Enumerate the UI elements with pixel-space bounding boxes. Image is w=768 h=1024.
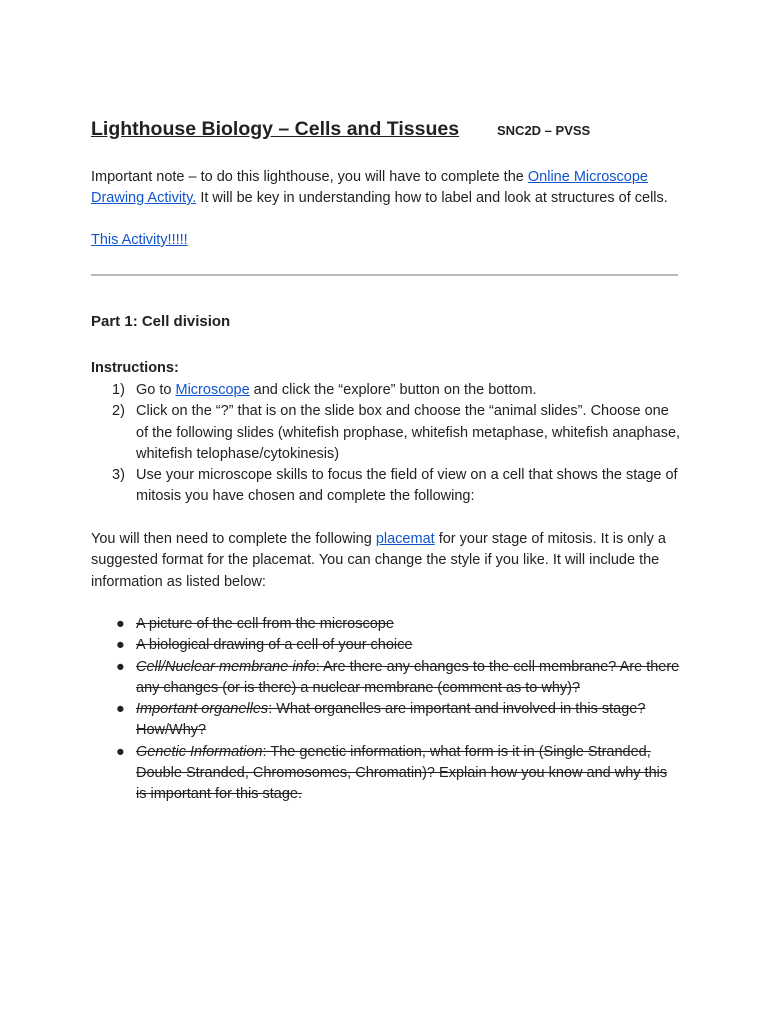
part1-heading: Part 1: Cell division	[91, 313, 231, 330]
bullet-icon: ●	[116, 637, 125, 654]
bullet-icon: ●	[116, 701, 125, 718]
instructions-label: Instructions:	[91, 360, 179, 376]
intro-text-after: It will be key in understanding how to label and look at structures of cells.	[196, 190, 668, 206]
bullet-text: A picture of the cell from the microscope	[136, 616, 394, 632]
bullet-label: Genetic Information	[136, 743, 263, 760]
step-number: 2)	[112, 403, 125, 420]
placemat-paragraph	[91, 529, 681, 593]
intro-paragraph	[91, 167, 691, 209]
list-item	[91, 380, 681, 401]
list-item	[91, 657, 681, 700]
placemat-text: You will then need to complete the following	[91, 531, 376, 547]
page-title: Lighthouse Biology – Cells and Tissues	[91, 118, 460, 140]
course-code: SNC2D – PVSS	[497, 123, 591, 138]
bullet-text: : What organelles are important and involved in this stage? How/Why?	[136, 701, 646, 739]
horizontal-divider	[91, 274, 678, 276]
list-item	[91, 635, 681, 656]
step-text: Use your microscope skills to focus the field of view on a cell that shows the stage of mitosis you have chosen and complete the following:	[136, 467, 678, 505]
list-item	[91, 699, 681, 742]
intro-text: Important note – to do this lighthouse, you will have to complete the	[91, 169, 528, 185]
step-text: Click on the “?” that is on the slide box and choose the “animal slides”. Choose one of the following slides (whitefish prophase, whitefish metaphase, whitefish anaphase, whitefish telophase/cytokinesis)	[136, 403, 681, 462]
step-text: and click the “explore” button on the bottom.	[249, 382, 537, 398]
step-number: 3)	[112, 467, 125, 484]
list-item	[91, 742, 681, 806]
list-item	[91, 465, 681, 508]
online-microscope-link-line1[interactable]: Online Microscope	[527, 169, 648, 185]
list-item	[91, 401, 681, 465]
bullet-icon: ●	[116, 658, 125, 675]
online-microscope-link-line2[interactable]: Drawing Activity.	[91, 190, 197, 206]
bullet-label: Cell/Nuclear membrane info	[136, 658, 316, 675]
bullet-icon: ●	[116, 743, 125, 760]
step-number: 1)	[112, 382, 125, 398]
instructions-list	[91, 380, 681, 508]
bullet-text: : Are there any changes to the cell membrane? Are there any changes (or is there) a nuclear membrane (comment as to why)?	[136, 658, 680, 696]
placemat-link[interactable]: placemat	[375, 531, 435, 547]
title-row	[91, 118, 691, 148]
activity-paragraph	[91, 230, 188, 251]
bullet-label: Important organelles	[136, 701, 269, 718]
requirements-list	[91, 614, 681, 806]
this-activity-link[interactable]: This Activity!!!!!	[91, 232, 188, 248]
bullet-text: : The genetic information, what form is it in (Single Stranded, Double Stranded, Chromosomes, Chromatin)? Explain how you know and why this is important for this stage.	[136, 743, 668, 803]
list-item	[91, 614, 681, 635]
bullet-text: A biological drawing of a cell of your choice	[136, 637, 413, 654]
microscope-link[interactable]: Microscope	[175, 382, 250, 398]
step-text: Go to	[136, 382, 176, 398]
bullet-icon: ●	[116, 616, 125, 632]
placemat-text-after: for your stage of mitosis. It is only a suggested format for the placemat. You can change the style if you like. It will include the information as listed below:	[91, 531, 666, 590]
